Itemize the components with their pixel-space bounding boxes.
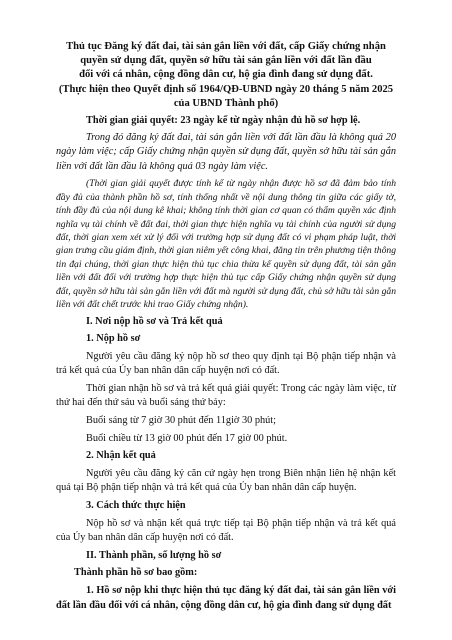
- components-item-1: 1. Hồ sơ nộp khi thực hiện thủ tục đăng ký đất đai, tài sản gắn liền với đất lần đầu đối với cá nhân, cộng đồng dân cư, hộ gia đình đang sử dụng đất: [56, 584, 396, 611]
- section-1-2-heading: 2. Nhận kết quả: [86, 450, 156, 462]
- submit-paragraph-1: Người yêu cầu đăng ký nộp hồ sơ theo quy định tại Bộ phận tiếp nhận và trả kết quả của Ủy ban nhân dân cấp huyện nơi có đất.: [56, 350, 396, 377]
- section-1-heading: I. Nơi nộp hồ sơ và Trả kết quả: [86, 316, 223, 328]
- section-2-heading: II. Thành phần, số lượng hồ sơ: [86, 549, 222, 561]
- title-line-3: đối với cá nhân, cộng đồng dân cư, hộ gia đình đang sử dụng đất.: [79, 69, 373, 81]
- submit-paragraph-2: Thời gian nhận hồ sơ và trả kết quả giải quyết: Trong các ngày làm việc, từ thứ hai đến thứ sáu và buổi sáng thứ bảy:: [56, 382, 396, 409]
- method-paragraph: Nộp hồ sơ và nhận kết quả trực tiếp tại Bộ phận tiếp nhận và trả kết quả của Ủy ban nhân dân cấp huyện nơi có đất.: [56, 517, 396, 544]
- section-1-3-heading: 3. Cách thức thực hiện: [86, 499, 186, 511]
- intro-paragraph: Trong đó đăng ký đất đai, tài sản gắn liền với đất lần đầu là không quá 20 ngày làm việc; cấp Giấy chứng nhận quyền sử dụng đất, quyền sở hữu tài sản gắn liền với đất lần đầu là không quá 03 ngày làm việc.: [56, 131, 396, 172]
- title-line-1: Thủ tục Đăng ký đất đai, tài sản gắn liền với đất, cấp Giấy chứng nhận: [66, 41, 386, 52]
- morning-hours: Buổi sáng từ 7 giờ 30 phút đến 11giờ 30 phút;: [86, 415, 276, 427]
- components-heading: Thành phần hồ sơ bao gồm:: [74, 567, 198, 579]
- note-paragraph: (Thời gian giải quyết được tính kể từ ngày nhận được hồ sơ đã đảm bảo tính đầy đủ của thành phần hồ sơ, tính thống nhất về nội dung thông tin giữa các giấy tờ, tính đầy đủ của nội dung kê khai; không tính thời gian cơ quan có thẩm quyền xác định nghĩa vụ tài chính về đất đai, thời gian thực hiện nghĩa vụ tài chính của người sử dụng đất, thời gian xem xét xử lý đối với trường hợp sử dụng đất có vi phạm pháp luật, thời gian trưng cầu giám định, thời gian niêm yết công khai, đăng tin trên phương tiện thông tin đại chúng, thời gian thực hiện thủ tục chia thừa kế quyền sử dụng đất, tài sản gắn liền với đất đối với trường hợp thực hiện thủ tục cấp Giấy chứng nhận quyền sử dụng đất, quyền sở hữu tài sản gắn liền với đất mà người sử dụng đất, chủ sở hữu tài sản gắn liền với đất chết trước khi trao Giấy chứng nhận).: [56, 178, 396, 311]
- title-line-4: (Thực hiện theo Quyết định số 1964/QĐ-UBND ngày 20 tháng 5 năm 2025: [58, 83, 394, 95]
- document-title: [56, 40, 396, 111]
- afternoon-hours: Buổi chiều từ 13 giờ 00 phút đến 17 giờ 00 phút.: [86, 432, 288, 444]
- title-line-5: của UBND Thành phố): [173, 97, 279, 109]
- title-line-2: quyền sử dụng đất, quyền sở hữu tài sản gắn liền với đất lần đầu: [80, 55, 372, 67]
- resolution-time: Thời gian giải quyết: 23 ngày kể từ ngày nhận đủ hồ sơ hợp lệ.: [86, 115, 361, 127]
- receive-paragraph: Người yêu cầu đăng ký căn cứ ngày hẹn trong Biên nhận liên hệ nhận kết quả tại Bộ phận tiếp nhận và trả kết quả của Ủy ban nhân dân cấp huyện.: [56, 467, 396, 494]
- section-1-1-heading: 1. Nộp hồ sơ: [86, 333, 141, 345]
